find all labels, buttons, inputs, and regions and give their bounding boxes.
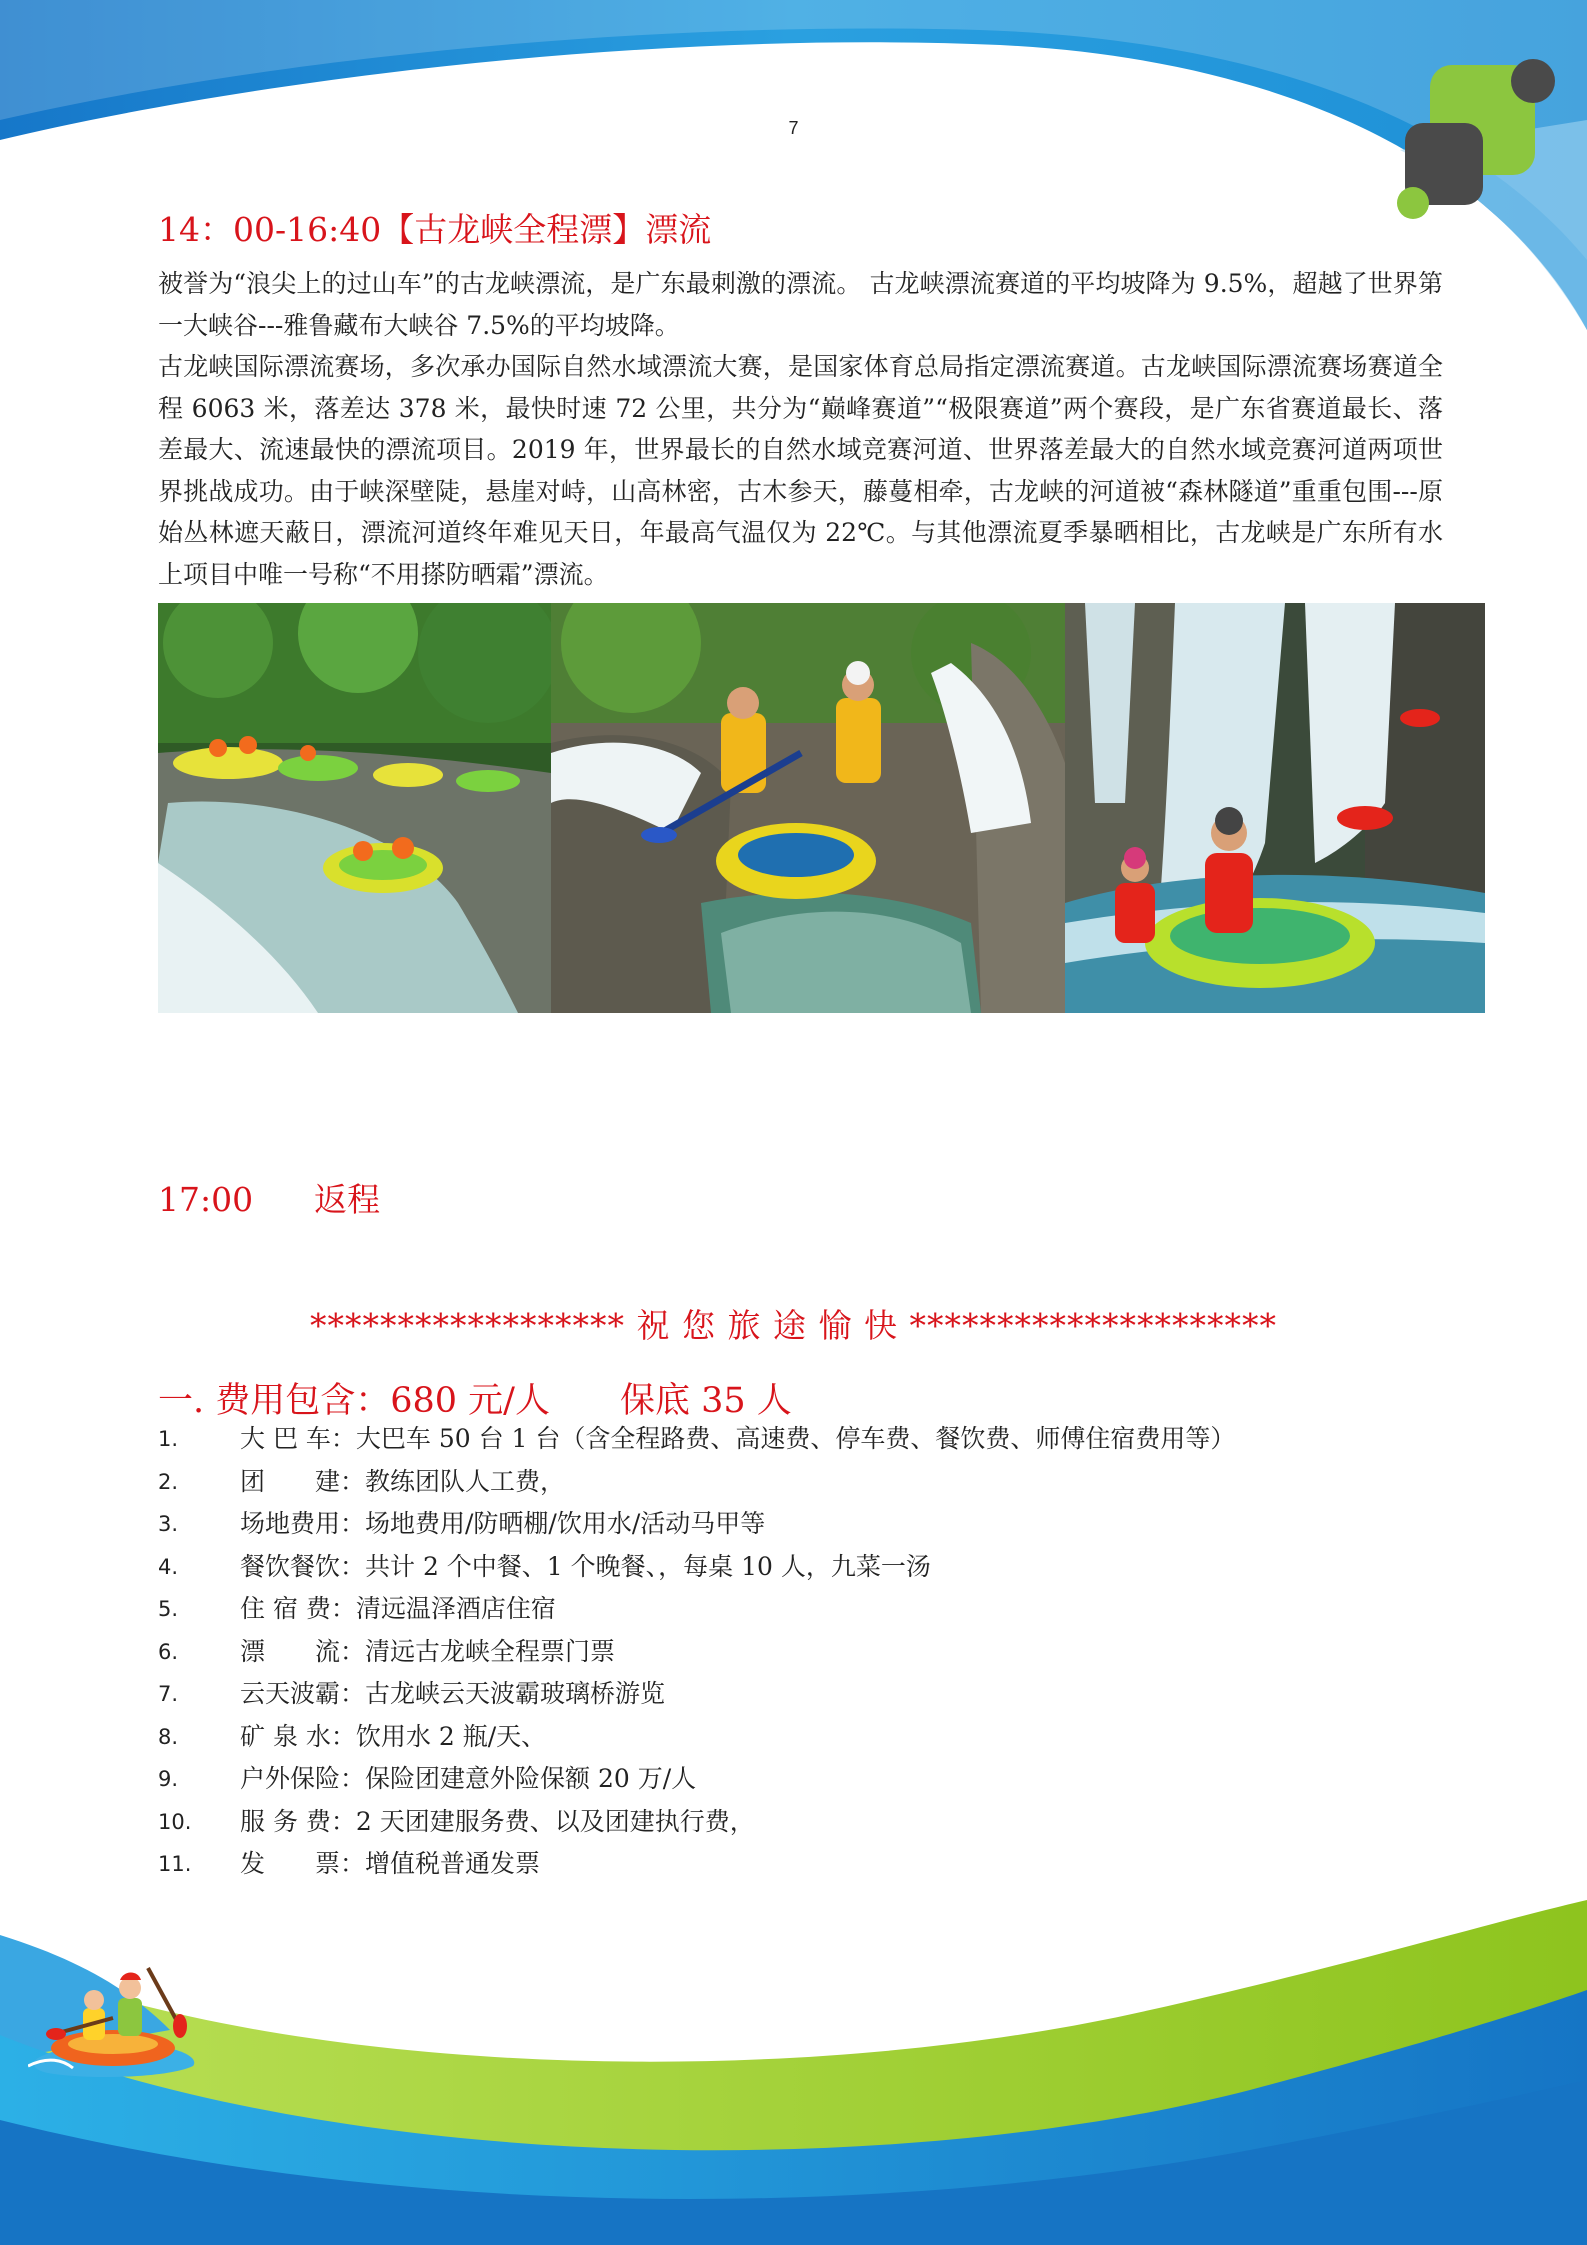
list-item [158,1631,1235,1674]
item-number: 3. [158,1512,179,1536]
list-item [158,1673,1235,1716]
item-number: 4. [158,1554,179,1579]
item-number: 5. [158,1597,179,1621]
activity-title: 14：00-16:40【古龙峡全程漂】漂流 [158,210,712,249]
rafting-photo-2 [551,603,1065,1013]
fees-title: 一. 费用包含：680 元/人 保底 35 人 [158,1381,792,1421]
item-text: 漂 流：清远古龙峡全程票门票 [240,1636,616,1666]
activity-section [158,205,1443,1013]
page-number: 7 [788,118,799,138]
item-text: 住 宿 费：清远温泽酒店住宿 [240,1594,556,1623]
item-number: 7. [158,1682,179,1706]
rafting-photo-strip [158,603,1485,1013]
item-text: 云天波霸：古龙峡云天波霸玻璃桥游览 [240,1679,666,1708]
return-trip-heading [158,1175,380,1225]
activity-paragraph-1: 被誉为“浪尖上的过山车”的古龙峡漂流，是广东最刺激的漂流。 古龙峡漂流赛道的平均坡降为 9.5%，超越了世界第一大峡谷---雅鲁藏布大峡谷 7.5%的平均坡降。 [158,269,1443,340]
list-item [158,1546,1235,1589]
item-text: 矿 泉 水：饮用水 2 瓶/天、 [240,1721,547,1751]
item-number: 1. [158,1427,179,1451]
item-text: 服 务 费：2 天团建服务费、以及团建执行费， [240,1806,755,1836]
rafting-photo-1 [158,603,551,1013]
logo-icon [1395,55,1565,225]
item-text: 大 巴 车：大巴车 50 台 1 台（含全程路费、高速费、停车费、餐饮费、师傅住宿费用等） [240,1424,1236,1453]
return-time: 17:00 [158,1180,254,1219]
list-item [158,1588,1235,1631]
raft-clipart-icon [28,1948,208,2093]
item-text: 餐饮餐饮：共计 2 个中餐、1 个晚餐、，每桌 10 人，九菜一汤 [240,1551,931,1581]
item-number: 10. [158,1809,192,1834]
return-label: 返程 [314,1180,381,1219]
rafting-photo-3 [1065,603,1485,1013]
list-item [158,1758,1235,1801]
item-text: 场地费用：场地费用/防晒棚/饮用水/活动马甲等 [240,1509,766,1538]
item-number: 2. [158,1469,179,1494]
item-number: 6. [158,1639,179,1664]
list-item [158,1716,1235,1759]
wish-banner: ****************** 祝 您 旅 途 愉 快 ********************* [310,1306,1277,1345]
fees-list [158,1418,1235,1886]
list-item [158,1461,1235,1504]
list-item [158,1801,1235,1844]
item-text: 户外保险：保险团建意外险保额 20 万/人 [240,1764,697,1793]
list-item [158,1503,1235,1546]
item-number: 9. [158,1767,179,1791]
list-item [158,1418,1235,1461]
item-number: 11. [158,1852,192,1876]
item-number: 8. [158,1724,179,1749]
list-item [158,1843,1235,1886]
item-text: 发 票：增值税普通发票 [240,1849,541,1878]
activity-paragraph-2: 古龙峡国际漂流赛场，多次承办国际自然水域漂流大赛，是国家体育总局指定漂流赛道。古龙峡国际漂流赛场赛道全程 6063 米，落差达 378 米，最快时速 72 公里，共分为“巅峰赛道”“极限赛道”两个赛段，是广东省赛道最长、落差最大、流速最快的漂流项目。2019 年，世界最长的自然水域竞赛河道、世界落差最大的自然水域竞赛河道两项世界挑战成功。由于峡深壁陡，悬崖对峙，山高林密，古木参天，藤蔓相牵，古龙峡的河道被“森林隧道”重重包围---原始丛林遮天蔽日，漂流河道终年难见天日，年最高气温仅为 22℃。与其他漂流夏季暴晒相比，古龙峡是广东所有水上项目中唯一号称“不用搽防晒霜”漂流。 [158,352,1443,589]
item-text: 团 建：教练团队人工费， [240,1466,566,1496]
